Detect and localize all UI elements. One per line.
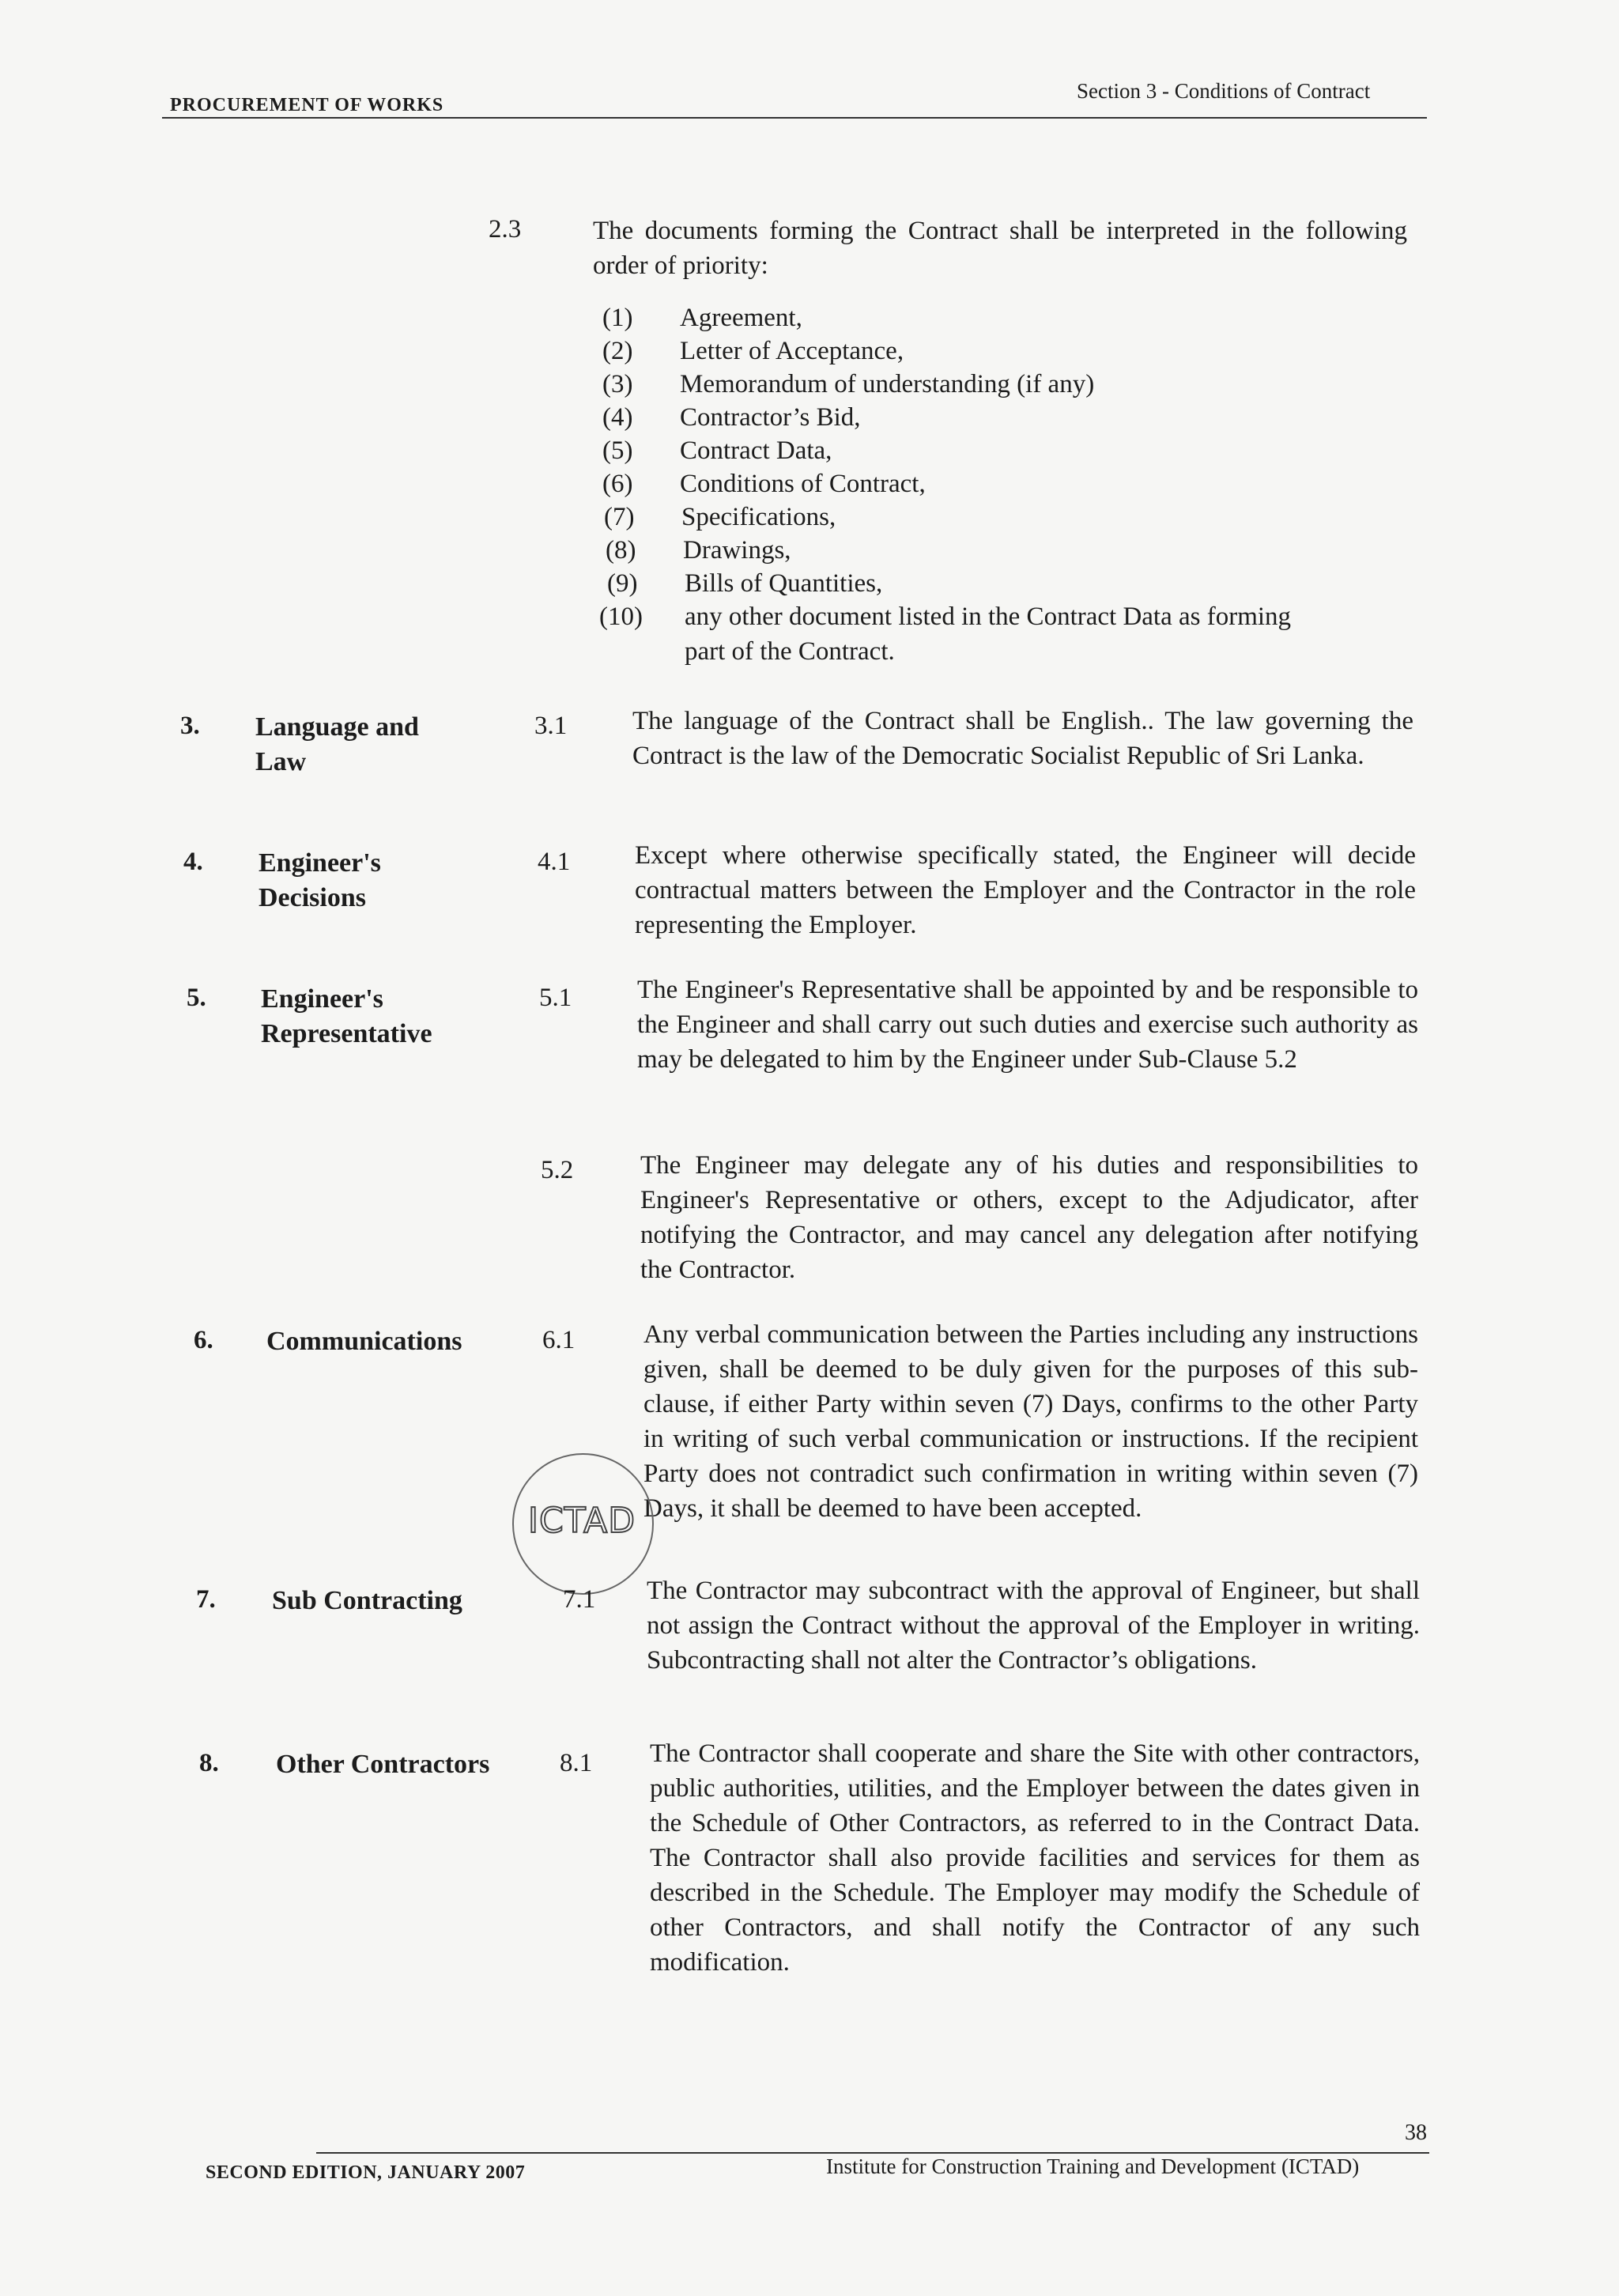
- priority-item-text: Letter of Acceptance,: [680, 337, 904, 365]
- clause-text: The Contractor may subcontract with the approval of Engineer, but shall not assign the Contract without the approval of the Employer in writing. Subcontracting shall not alter the Contractor’s obligations.: [647, 1577, 1420, 1675]
- priority-item-text: Contract Data,: [680, 436, 832, 465]
- clause-text: Any verbal communication between the Parties including any instructions given, shall be deemed to be duly given for the purposes of this sub-clause, if either Party within seven (7) Days, confirms to the other Party in writing of such verbal communication or instructions. If the recipient Party does not contradict such confirmation in writing within seven (7) Days, it shall be deemed to have been accepted.: [643, 1320, 1418, 1523]
- priority-item-number: (9): [607, 569, 638, 598]
- priority-item-number: (6): [602, 470, 633, 498]
- clause-text: The documents forming the Contract shall be interpreted in the following order of priority:: [593, 217, 1407, 280]
- clause-text: The language of the Contract shall be English.. The law governing the Contract is the law of the Democratic Socialist Republic of Sri Lanka.: [632, 707, 1413, 770]
- priority-item-text: Conditions of Contract,: [680, 470, 926, 498]
- priority-item-text: Memorandum of understanding (if any): [680, 370, 1095, 398]
- header-title: PROCUREMENT OF WORKS: [170, 95, 444, 115]
- page-number: 38: [1405, 2120, 1427, 2145]
- section-title: Engineer's Decisions: [259, 848, 381, 912]
- priority-item-number: (8): [606, 536, 636, 565]
- footer-edition: SECOND EDITION, JANUARY 2007: [206, 2162, 526, 2183]
- footer-institute: Institute for Construction Training and Development (ICTAD): [826, 2154, 1360, 2178]
- stamp-text: ICTAD: [528, 1501, 636, 1541]
- section-number: 4.: [183, 848, 203, 876]
- clause-number: 5.2: [541, 1156, 574, 1184]
- clause-number: 3.1: [534, 712, 568, 740]
- priority-item-number: (7): [604, 503, 635, 531]
- section-number: 5.: [187, 984, 206, 1012]
- ictad-stamp: [512, 1453, 654, 1595]
- section-number: 7.: [196, 1585, 216, 1614]
- clause-text: Except where otherwise specifically stated, the Engineer will decide contractual matters between the Employer and the Contractor in the role representing the Employer.: [635, 841, 1416, 939]
- section-title: Sub Contracting: [272, 1586, 462, 1615]
- section-title: Communications: [266, 1327, 462, 1356]
- section-title: Language and Law: [255, 712, 419, 776]
- section-number: 6.: [194, 1326, 213, 1354]
- priority-item-text: any other document listed in the Contract Data as forming: [685, 602, 1292, 631]
- footer-rule: [316, 2152, 1429, 2154]
- priority-item-number: (4): [602, 403, 633, 432]
- header-section: Section 3 - Conditions of Contract: [1077, 79, 1371, 103]
- priority-item-text: Agreement,: [680, 304, 802, 332]
- priority-item-text-continued: part of the Contract.: [685, 637, 895, 666]
- section-title: Other Contractors: [276, 1750, 490, 1779]
- clause-number: 4.1: [538, 848, 571, 876]
- clause-number: 5.1: [539, 984, 572, 1012]
- clause-number: 7.1: [563, 1585, 596, 1614]
- clause-text: The Engineer's Representative shall be appointed by and be responsible to the Engineer and shall carry out such duties and exercise such authority as may be delegated to him by the Engineer under Sub-Clause 5.2: [637, 976, 1418, 1074]
- clause-number: 2.3: [489, 215, 522, 244]
- priority-item-text: Specifications,: [681, 503, 836, 531]
- priority-item-text: Contractor’s Bid,: [680, 403, 861, 432]
- clause-text: The Engineer may delegate any of his duties and responsibilities to Engineer's Representative or others, except to the Adjudicator, after notifying the Contractor, and may cancel any delegation after notifying the Contractor.: [640, 1151, 1418, 1284]
- priority-item-number: (3): [602, 370, 633, 398]
- section-title: Engineer's Representative: [261, 984, 432, 1048]
- clause-number: 8.1: [560, 1749, 593, 1777]
- priority-item-number: (10): [599, 602, 643, 631]
- priority-item-number: (1): [602, 304, 633, 332]
- priority-item-number: (5): [602, 436, 633, 465]
- header-rule: [162, 117, 1427, 119]
- clause-text: The Contractor shall cooperate and share the Site with other contractors, public authorities, utilities, and the Employer between the dates given in the Schedule of Other Contractors, as referred to in the Contract Data. The Contractor shall also provide facilities and services for them as described in the Schedule. The Employer may modify the Schedule of other Contractors, and shall notify the Contractor of any such modification.: [650, 1739, 1420, 1977]
- priority-item-text: Drawings,: [683, 536, 791, 565]
- priority-item-text: Bills of Quantities,: [685, 569, 883, 598]
- section-number: 8.: [199, 1749, 219, 1777]
- section-number: 3.: [180, 712, 200, 740]
- clause-number: 6.1: [542, 1326, 576, 1354]
- priority-item-number: (2): [602, 337, 633, 365]
